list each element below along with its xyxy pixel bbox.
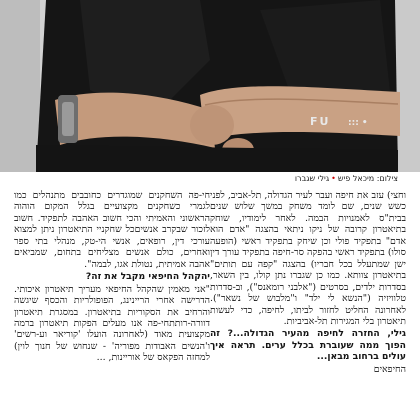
man-in-black-shirt-image — [0, 0, 420, 172]
subject-name: גילי שגברו — [294, 174, 330, 183]
body-paragraph: וחצי) עזב את חיפה ועבר לעיר הגדולה, תל-אביב, לפני כשש שנים, שם לומד משחק במשך שלוש שנים בבית"ס לאמנויות הבמה. לאחר לימודיו, שוחק בתיאטרון קרובה של ניקו ניתאי בהצגה "אדם הוא אדם" בתפקיד פולי וכן שיחק בתפקיד ראשי (הופעה סולו) בתפקיד ראשי בהפקה סר-חיפה בתפקיד עורך דין ישן שמתעלל בכל חבריו) בהצגה "קפה עם תותים" בתיאטרון צוותא. כמו כן שגברו נתן קולו, בין השאר, בסדרות ילדים, בסרטים ("אלבני רומאנס"), וב-סדרות טלוויזיה ("הנשא לי ילד" ו"מלבוש של נשאר"). לאחרונה החליט לחזור לביתו, לחיפה, כדי לעשות תיאטרון בלי המגירות תל-אביביות. — [210, 190, 406, 327]
photographer-label: צילום: מיכאל פיש — [337, 174, 398, 183]
svg-text:FU: FU — [310, 115, 331, 128]
interview-question: יהקהל החיפאי מקבל את זה? — [85, 271, 210, 283]
interview-answer: "אני מאמין שהקהל החיפאי מעריך תיאטרון איכותי. הדרישה אחרי הריינינג, הפופולריות והכסף שיגשה והרחיב את הסקוריות בתיאטרון. במסגרת תיאטרון דוורה-רותתחי-פה אנו מעלים הפקות תיאטרון ברמה מקצועית מאוד (לאחרונה הועלו 'קוריאר וע-רשים' ו'הנשים האבודות מפוריה' - שנחוש של חנוך לוין) למחזה הפקאס של אוריינות, ... — [14, 283, 210, 364]
interview-question: גילי, החזרה לחיפה מהעיר הגדולה...? זה הפוך ממה שעוברת בכלל ערים. תראה איך עולים ברחוב מבאן... — [210, 328, 406, 363]
body-paragraph: חי-פה השחקנים שמוגדרים כחובבים מתנהלים כמו לגמרי כשחקנים מקצועיים בגלל המקום הוהוה הראשוני והאמיתי והכי חשוב האהבה לתפקיד. חשוב לזכור שבקרב אנשיםכל שחקניי התיאטרון ניתן למצוא עורכי דין, רופאים, אנשי הי-טק, מנהלי בתי ספר ואחרים, כולם אנשים מצליחים בתחום, שמביאים אהבה אמיתית, נטולת אגו, לבמה". — [14, 190, 210, 270]
credit-separator: • — [331, 174, 336, 183]
article-column-left — [14, 190, 210, 420]
photo-credit — [295, 173, 398, 184]
article-column-right — [210, 190, 406, 420]
body-paragraph: החיפאים — [373, 363, 406, 375]
article-photo — [0, 0, 420, 172]
svg-text:::: •: ::: • — [348, 118, 368, 128]
